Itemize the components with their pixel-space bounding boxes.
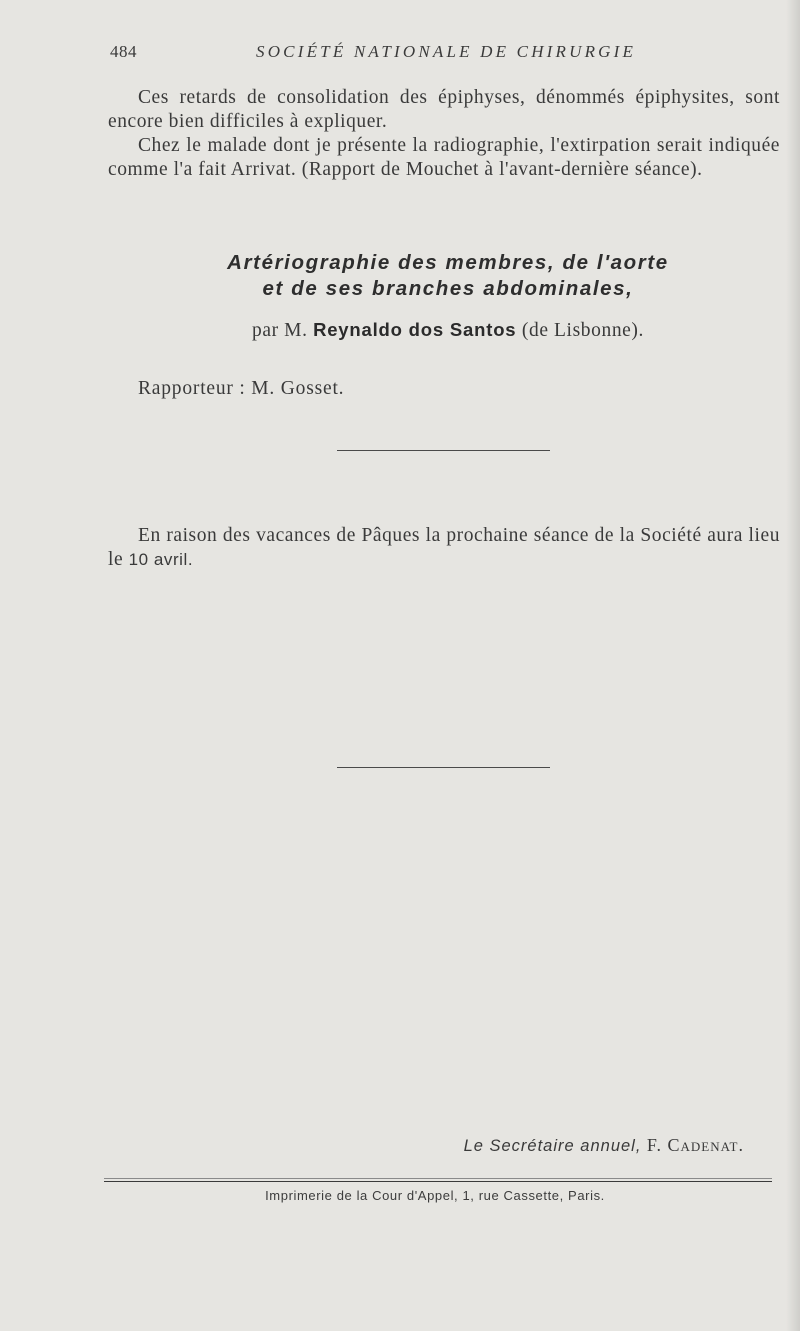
signature: [464, 1135, 744, 1156]
article-title-line-2: et de ses branches abdominales,: [262, 277, 634, 300]
announcement-date: 10 avril.: [128, 550, 194, 569]
section-divider-2: [337, 767, 550, 768]
signature-name: F. Cadenat.: [646, 1135, 744, 1155]
signature-title: Le Secrétaire annuel,: [463, 1137, 642, 1155]
author-origin: (de Lisbonne).: [521, 320, 644, 341]
running-head: [110, 42, 780, 66]
journal-title: SOCIÉTÉ NATIONALE DE CHIRURGIE: [256, 42, 637, 61]
article-title-line-1: Artériographie des membres, de l'aorte: [227, 251, 669, 274]
byline: [108, 319, 788, 342]
page-number: 484: [110, 42, 137, 61]
author-name: Reynaldo dos Santos: [313, 319, 517, 340]
printer-imprint: Imprimerie de la Cour d'Appel, 1, rue Cassette, Paris.: [265, 1188, 605, 1203]
announcement: [108, 524, 780, 572]
section-divider-1: [337, 450, 550, 451]
byline-prefix: par M.: [251, 320, 308, 341]
footer-rule: [104, 1181, 772, 1182]
body-paragraph-1: Ces retards de consolidation des épiphyses, dénommés épiphysites, sont encore bien difficiles à expliquer.: [108, 87, 780, 132]
body-paragraph-2: Chez le malade dont je présente la radiographie, l'extirpation serait indiquée comme l'a fait Arrivat. (Rapport de Mouchet à l'avant-dernière séance).: [108, 135, 780, 180]
page-edge-shadow: [786, 0, 800, 1331]
rapporteur: Rapporteur : M. Gosset.: [138, 378, 345, 399]
footer-rule-thin: [104, 1178, 772, 1179]
announcement-text: En raison des vacances de Pâques la prochaine séance de la Société aura lieu le: [108, 525, 780, 570]
